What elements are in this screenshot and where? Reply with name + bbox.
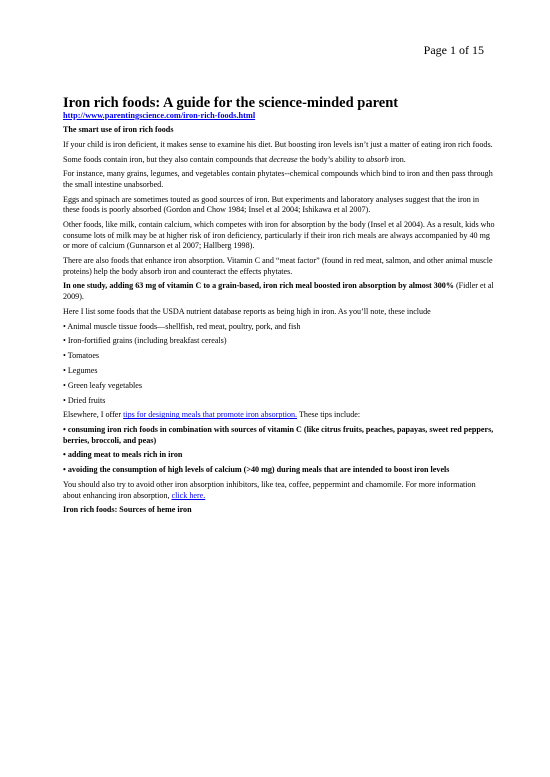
paragraph-2 [63,155,495,166]
paragraph-7 [63,281,495,302]
page-number: Page 1 of 15 [423,43,484,57]
list-item: • Animal muscle tissue foods—shellfish, red meat, poultry, pork, and fish [63,321,301,331]
paragraph-5: Other foods, like milk, contain calcium, which competes with iron for absorption by the body (Insel et al 2004). As a result, kids who consume lots of milk may be at higher risk of iron deficiency, particularly if their iron rich meals are always accompanied by 40 mg or more of calcium (Gunnarson et al 2007; Hallberg 1998). [63,220,495,251]
text-run: Elsewhere, I offer [63,410,124,420]
text-run: Some foods contain iron, but they also contain compounds that [63,154,270,164]
text-run: the body’s ability to [297,154,367,164]
tip-item: • consuming iron rich foods in combination with sources of vitamin C (like citrus fruits, peaches, papayas, sweet red peppers, berries, broccoli, and peas) [63,425,494,445]
paragraph-10 [63,480,495,501]
paragraph-3: For instance, many grains, legumes, and vegetables contain phytates--chemical compounds which bind to iron and then pass through the small intestine unabsorbed. [63,169,493,189]
text-run: These tips include: [297,410,361,420]
paragraph-8: Here I list some foods that the USDA nutrient database reports as being high in iron. As you’ll note, these include [63,306,431,316]
list-item: • Tomatoes [63,351,100,361]
list-item: • Legumes [63,365,98,375]
list-item: • Green leafy vegetables [63,380,143,390]
text-run: (Fidler et al 2009). [63,281,494,302]
section-heading-smart-use: The smart use of iron rich foods [63,125,174,134]
study-highlight: In one study, adding 63 mg of vitamin C to a grain-based, iron rich meal boosted iron absorption by almost 300% [63,281,454,291]
paragraph-9 [63,410,495,421]
tip-item: • adding meat to meals rich in iron [63,450,183,460]
paragraph-1: If your child is iron deficient, it makes sense to examine his diet. But boosting iron levels isn’t just a matter of eating iron rich foods. [63,139,493,149]
text-run: iron. [388,154,406,164]
page-title: Iron rich foods: A guide for the science-minded parent [63,95,399,111]
source-url-link[interactable]: http://www.parentingscience.com/iron-rich-foods.html [63,111,256,120]
tips-link[interactable]: tips for designing meals that promote iron absorption. [123,410,298,420]
list-item: • Iron-fortified grains (including breakfast cereals) [63,336,227,346]
paragraph-6: There are also foods that enhance iron absorption. Vitamin C and “meat factor” (found in red meat, salmon, and other animal muscle proteins) help the body absorb iron and counteract the effects phytates. [63,256,493,276]
emphasis-decrease: decrease [269,154,298,164]
list-item: • Dried fruits [63,395,106,405]
document-body [63,95,495,520]
click-here-link[interactable]: click here. [171,490,206,500]
emphasis-absorb: absorb [366,154,389,164]
tip-item: • avoiding the consumption of high levels of calcium (>40 mg) during meals that are intended to boost iron levels [63,465,450,475]
text-run: You should also try to avoid other iron absorption inhibitors, like tea, coffee, peppermint and chamomile. For more information about enhancing iron absorption, [63,480,476,500]
paragraph-4: Eggs and spinach are sometimes touted as good sources of iron. But experiments and laboratory analyses suggest that the iron in these foods is poorly absorbed (Gordon and Chow 1984; Insel et al 2004; Ishikawa et al 2007). [63,194,480,215]
section-heading-heme-iron: Iron rich foods: Sources of heme iron [63,505,192,515]
